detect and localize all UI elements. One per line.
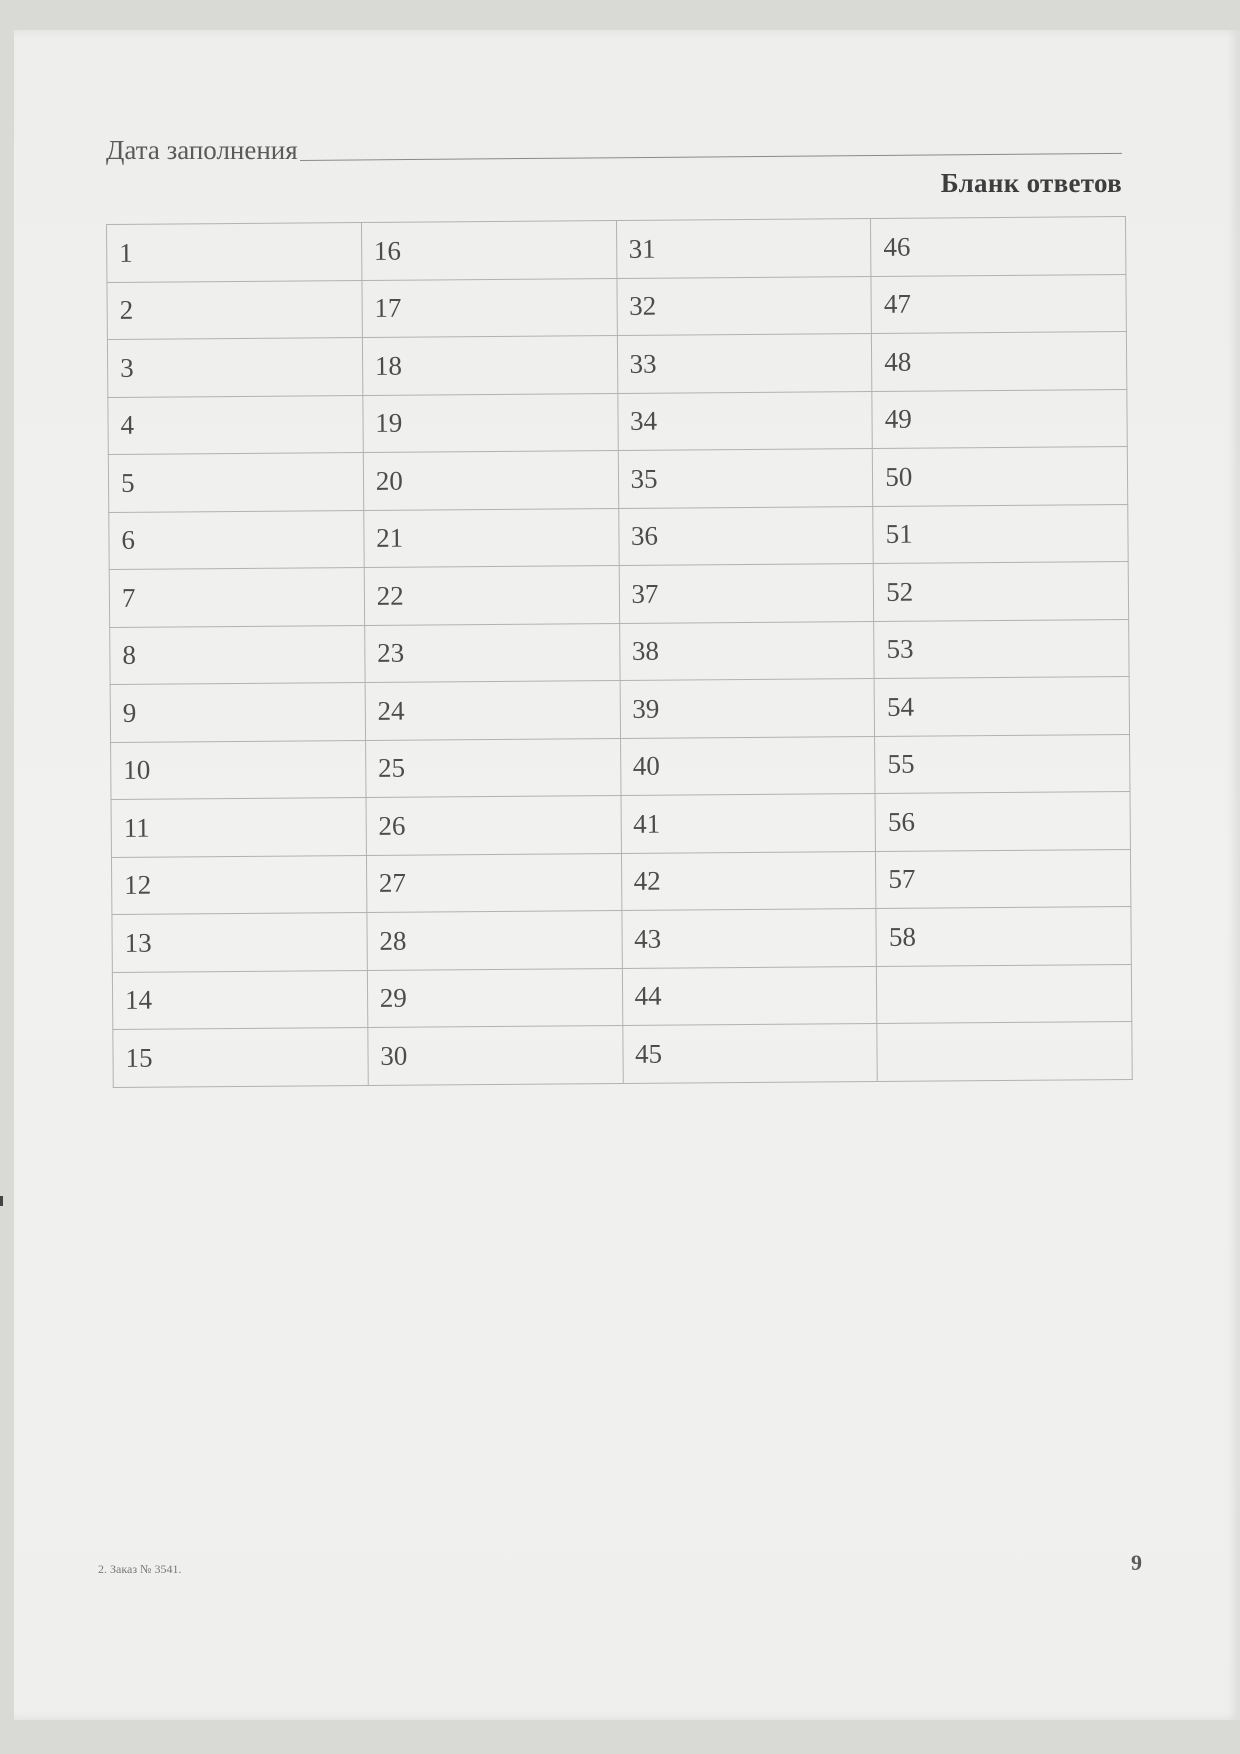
answer-cell[interactable]: 33 — [617, 333, 872, 392]
answer-cell[interactable]: 31 — [616, 218, 871, 277]
answer-cell[interactable]: 43 — [621, 908, 876, 967]
answer-cell[interactable]: 39 — [620, 678, 875, 737]
answer-cell[interactable]: 16 — [361, 220, 616, 279]
answer-cell[interactable]: 11 — [111, 797, 366, 856]
answer-cell[interactable]: 9 — [110, 682, 365, 741]
answer-cell[interactable]: 1 — [107, 222, 362, 281]
date-field-row — [106, 128, 1122, 164]
answer-cell[interactable]: 17 — [362, 278, 617, 337]
answer-cell[interactable]: 56 — [875, 791, 1130, 850]
answer-cell[interactable]: 12 — [111, 855, 366, 914]
answer-cell[interactable]: 57 — [876, 849, 1131, 908]
answer-table-body — [107, 216, 1133, 1086]
answer-cell[interactable]: 47 — [871, 274, 1126, 333]
answer-cell[interactable]: 52 — [873, 561, 1128, 620]
answer-cell[interactable]: 19 — [363, 393, 618, 452]
answer-cell[interactable]: 15 — [113, 1027, 368, 1086]
binding-mark — [0, 1196, 3, 1206]
answer-cell[interactable]: 25 — [365, 738, 620, 797]
answer-cell[interactable]: 32 — [616, 276, 871, 335]
answer-cell[interactable]: 44 — [622, 966, 877, 1025]
answer-cell[interactable]: 50 — [873, 446, 1128, 505]
answer-cell[interactable]: 29 — [367, 968, 622, 1027]
answer-cell[interactable]: 6 — [109, 510, 364, 569]
answer-cell[interactable]: 30 — [368, 1025, 623, 1084]
answer-cell[interactable]: 45 — [622, 1023, 877, 1082]
table-row — [112, 906, 1131, 972]
answer-cell[interactable]: 49 — [872, 389, 1127, 448]
table-row — [111, 791, 1130, 857]
answer-cell[interactable]: 21 — [364, 508, 619, 567]
answer-cell[interactable]: 28 — [367, 910, 622, 969]
answer-cell[interactable]: 27 — [366, 853, 621, 912]
answer-cell[interactable]: 8 — [110, 625, 365, 684]
answer-cell[interactable]: 22 — [364, 565, 619, 624]
answer-cell[interactable]: 14 — [112, 970, 367, 1029]
answer-cell[interactable]: 5 — [108, 452, 363, 511]
answer-cell[interactable]: 48 — [872, 331, 1127, 390]
answer-cell[interactable]: 54 — [874, 676, 1129, 735]
sheet-title: Бланк ответов — [940, 168, 1122, 198]
answer-cell[interactable]: 37 — [619, 563, 874, 622]
answer-cell[interactable]: 13 — [112, 912, 367, 971]
table-row — [110, 619, 1129, 685]
table-row — [107, 274, 1126, 340]
answer-cell[interactable]: 58 — [876, 906, 1131, 965]
table-row — [109, 504, 1128, 570]
table-row — [108, 389, 1127, 455]
table-row — [111, 849, 1130, 915]
answer-cell[interactable]: 36 — [618, 506, 873, 565]
answer-cell[interactable]: 18 — [362, 335, 617, 394]
page-number: 9 — [1131, 1550, 1142, 1575]
table-row — [109, 561, 1128, 627]
answer-cell[interactable]: 34 — [617, 391, 872, 450]
footer-order-number: 2. Заказ № 3541. — [98, 1562, 182, 1576]
table-row — [111, 734, 1130, 800]
answer-cell[interactable]: 24 — [365, 680, 620, 739]
table-row — [112, 964, 1131, 1030]
answer-cell[interactable]: 53 — [874, 619, 1129, 678]
answer-cell[interactable]: 26 — [366, 795, 621, 854]
date-fill-line[interactable] — [300, 153, 1122, 161]
answer-cell[interactable]: 4 — [108, 395, 363, 454]
answer-cell[interactable]: 42 — [621, 851, 876, 910]
answer-cell[interactable]: 46 — [871, 216, 1126, 275]
answer-cell[interactable]: 55 — [875, 734, 1130, 793]
answer-cell[interactable]: 40 — [620, 736, 875, 795]
answer-cell[interactable]: 7 — [109, 567, 364, 626]
answer-cell[interactable]: 20 — [363, 450, 618, 509]
answer-cell[interactable]: 2 — [107, 280, 362, 339]
answer-cell[interactable]: 35 — [618, 448, 873, 507]
answer-cell[interactable]: 23 — [364, 623, 619, 682]
answer-cell[interactable] — [877, 964, 1132, 1023]
answer-cell[interactable]: 41 — [621, 793, 876, 852]
table-row — [110, 676, 1129, 742]
table-row — [107, 331, 1126, 397]
answer-cell[interactable]: 51 — [873, 504, 1128, 563]
date-label: Дата заполнения — [106, 135, 298, 165]
answer-table — [106, 216, 1133, 1087]
table-row — [107, 216, 1126, 282]
table-row — [113, 1021, 1132, 1087]
answer-cell[interactable]: 10 — [111, 740, 366, 799]
table-row — [108, 446, 1127, 512]
answer-cell[interactable]: 38 — [619, 621, 874, 680]
answer-cell[interactable]: 3 — [107, 337, 362, 396]
answer-cell[interactable] — [877, 1021, 1132, 1080]
